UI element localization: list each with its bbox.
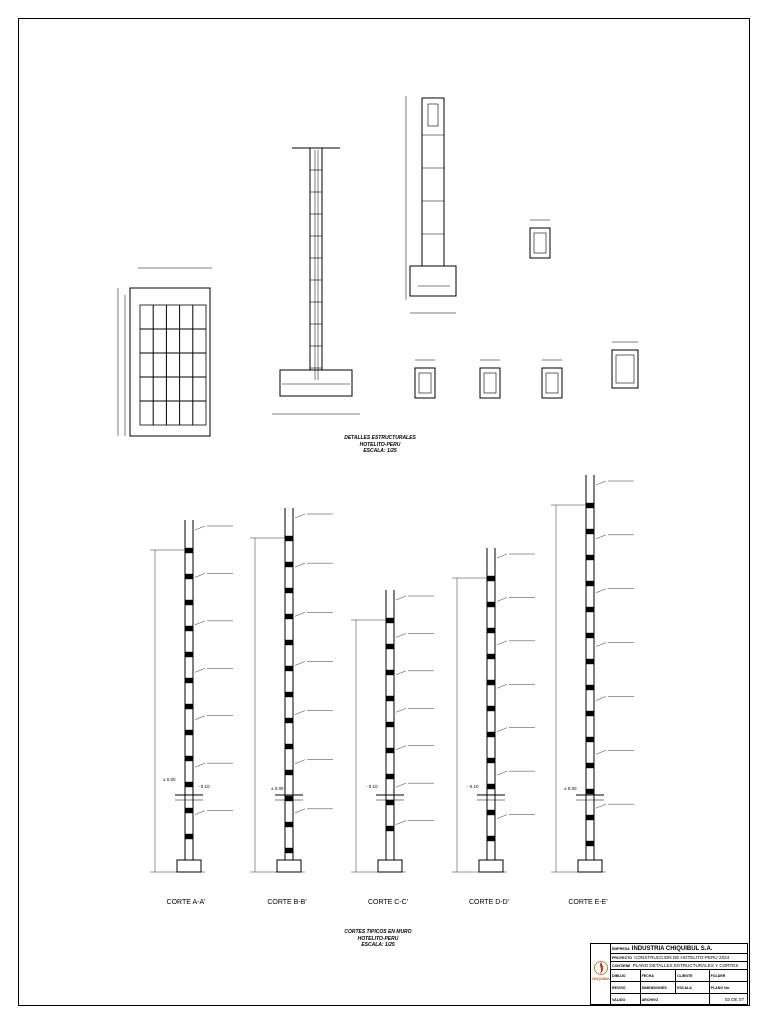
column-footing	[410, 266, 456, 296]
corte-d-bond-beam	[487, 602, 495, 607]
corte-b-bond-beam	[285, 770, 293, 775]
corte-c-leader-line	[396, 746, 406, 750]
column-section-4	[542, 368, 562, 398]
corte-a-bond-beam	[185, 652, 193, 657]
corte-c-bond-beam	[386, 644, 394, 649]
corte-b-bond-beam	[285, 718, 293, 723]
corte-c-leader-line	[396, 708, 406, 712]
corte-d-bond-beam	[487, 758, 495, 763]
corte-b-bond-beam	[285, 536, 293, 541]
column-section-2	[415, 368, 435, 398]
corte-a-bond-beam	[185, 626, 193, 631]
corte-b-leader-line	[295, 661, 305, 665]
tb-row-valido	[611, 994, 747, 1005]
corte-d-bond-beam	[487, 628, 495, 633]
corte-a-bond-beam	[185, 834, 193, 839]
cliente-label: CLIENTE	[677, 973, 693, 978]
column-elevation	[422, 98, 444, 266]
corte-e-leader-line	[596, 535, 606, 539]
contiene-label: CONTIENE	[612, 963, 631, 968]
column-section-tie	[616, 355, 634, 383]
column-section-1	[530, 228, 550, 258]
corte-d-bond-beam	[487, 810, 495, 815]
corte-b-bond-beam	[285, 848, 293, 853]
corte-b-footing	[277, 860, 301, 872]
corte-c-leader-line	[396, 821, 406, 825]
sections-caption-line-2: HOTELITO-PERU	[357, 935, 399, 942]
corte-e-bond-beam	[586, 763, 594, 768]
corte-d-bond-beam	[487, 576, 495, 581]
corte-a-bond-beam	[185, 548, 193, 553]
column-section-tie	[419, 373, 431, 393]
corte-b-label: CORTE B-B'	[267, 899, 307, 906]
corte-a-bond-beam	[185, 704, 193, 709]
corte-e-bond-beam	[586, 633, 594, 638]
column-tie	[428, 104, 438, 126]
corte-d-leader-line	[497, 641, 507, 645]
corte-c-bond-beam	[386, 826, 394, 831]
corte-c-bond-beam	[386, 722, 394, 727]
level-a-1: - 0.10	[198, 784, 210, 789]
flame-icon	[591, 944, 611, 1006]
column-section-tie	[484, 373, 496, 393]
title-block	[590, 943, 748, 1005]
tb-row-contiene	[611, 962, 747, 970]
corte-c-label: CORTE C-C'	[367, 899, 409, 906]
corte-e-leader-line	[596, 696, 606, 700]
corte-a-bond-beam	[185, 730, 193, 735]
corte-e-bond-beam	[586, 659, 594, 664]
empresa-label: EMPRESA	[612, 946, 630, 951]
corte-d-leader-line	[497, 771, 507, 775]
corte-b-leader-line	[295, 760, 305, 764]
valido-label: VALIDO	[612, 997, 626, 1002]
tb-row-empresa	[611, 944, 747, 954]
details-caption-line-1: DETALLES ESTRUCTURALES	[344, 435, 416, 441]
corte-a-leader-line	[195, 573, 205, 577]
corte-d-bond-beam	[487, 784, 495, 789]
corte-b-leader-line	[295, 514, 305, 518]
corte-e-label: CORTE E-E'	[568, 899, 608, 906]
corte-d-footing	[479, 860, 503, 872]
corte-b-leader-line	[295, 563, 305, 567]
corte-a-leader-line	[195, 668, 205, 672]
corte-e-bond-beam	[586, 607, 594, 612]
corte-a-bond-beam	[185, 782, 193, 787]
corte-e-bond-beam	[586, 529, 594, 534]
corte-c-leader-line	[396, 783, 406, 787]
corte-d-bond-beam	[487, 706, 495, 711]
corte-c-bond-beam	[386, 774, 394, 779]
sheet-number: 03 DE 07	[724, 997, 744, 1002]
corte-c-bond-beam	[386, 748, 394, 753]
corte-b-bond-beam	[285, 640, 293, 645]
level-e-0: ± 0.00	[564, 786, 577, 791]
corte-b-bond-beam	[285, 822, 293, 827]
level-d-1: - 0.10	[467, 784, 479, 789]
corte-d-bond-beam	[487, 654, 495, 659]
tb-row-dibujo	[611, 970, 747, 982]
corte-c-leader-line	[396, 671, 406, 675]
corte-a-bond-beam	[185, 756, 193, 761]
corte-c-bond-beam	[386, 696, 394, 701]
corte-d-bond-beam	[487, 680, 495, 685]
corte-e-bond-beam	[586, 841, 594, 846]
dibujo-label: DIBUJO	[612, 973, 626, 978]
corte-b-leader-line	[295, 711, 305, 715]
details-caption-line-3: ESCALA: 1/25	[363, 448, 397, 454]
corte-e-leader-line	[596, 804, 606, 808]
corte-e-bond-beam	[586, 685, 594, 690]
corte-b-leader-line	[295, 809, 305, 813]
corte-e-footing	[578, 860, 602, 872]
plano-label: PLANO No.	[710, 985, 730, 990]
empresa-value: INDUSTRIA CHIQUIBUL S.A.	[631, 945, 713, 952]
corte-e-bond-beam	[586, 581, 594, 586]
corte-a-leader-line	[195, 621, 205, 625]
column-section-3	[480, 368, 500, 398]
corte-e-bond-beam	[586, 503, 594, 508]
corte-e-leader-line	[596, 750, 606, 754]
proyecto-label: PROYECTO	[612, 955, 633, 960]
level-c-1: - 0.10	[366, 784, 378, 789]
corte-a-label: CORTE A-A'	[166, 899, 206, 906]
corte-e-bond-beam	[586, 555, 594, 560]
corte-a-footing	[177, 860, 201, 872]
sections-caption-line-1: CORTES TIPICOS EN MURO	[344, 929, 412, 935]
corte-d-bond-beam	[487, 732, 495, 737]
corte-d-leader-line	[497, 554, 507, 558]
footing-plan-inner	[140, 305, 206, 425]
corte-e-leader-line	[596, 589, 606, 593]
corte-c-leader-line	[396, 596, 406, 600]
corte-e-leader-line	[596, 481, 606, 485]
corte-a-bond-beam	[185, 678, 193, 683]
corte-e-bond-beam	[586, 737, 594, 742]
corte-a-leader-line	[195, 763, 205, 767]
corte-d-leader-line	[497, 597, 507, 601]
corte-d-label: CORTE D-D'	[468, 899, 510, 906]
footing-section	[280, 370, 352, 396]
corte-d-leader-line	[497, 684, 507, 688]
corte-d-bond-beam	[487, 836, 495, 841]
corte-a-leader-line	[195, 716, 205, 720]
folder-label: FOLDER	[710, 973, 726, 978]
corte-b-bond-beam	[285, 588, 293, 593]
corte-a-bond-beam	[185, 808, 193, 813]
archivo-label: ARCHIVO	[641, 997, 659, 1002]
company-logo	[591, 944, 611, 1006]
footing-plan-outline	[130, 288, 210, 436]
corte-c-footing	[378, 860, 402, 872]
corte-e-leader-line	[596, 643, 606, 647]
logo-text: CHIQUIBUL	[591, 977, 611, 981]
tb-row-proyecto	[611, 954, 747, 962]
corte-c-leader-line	[396, 633, 406, 637]
details-caption	[330, 435, 430, 455]
sections-caption	[328, 929, 428, 949]
proyecto-value: CONSTRUCCION DE HOTELITO-PERU 2024	[634, 955, 730, 960]
fecha-label: FECHA	[641, 973, 654, 978]
corte-b-bond-beam	[285, 666, 293, 671]
corte-a-bond-beam	[185, 574, 193, 579]
corte-c-bond-beam	[386, 670, 394, 675]
corte-e-bond-beam	[586, 815, 594, 820]
corte-b-bond-beam	[285, 562, 293, 567]
corte-b-bond-beam	[285, 744, 293, 749]
corte-e-bond-beam	[586, 711, 594, 716]
level-a-0: ± 0.00	[163, 777, 176, 782]
details-caption-line-2: HOTELITO-PERU	[359, 441, 401, 448]
corte-a-bond-beam	[185, 600, 193, 605]
reviso-label: REVISO	[612, 985, 626, 990]
corte-d-leader-line	[497, 728, 507, 732]
escala-label: ESCALA	[677, 985, 692, 990]
sections-caption-line-3: ESCALA: 1/25	[361, 942, 395, 948]
corte-c-bond-beam	[386, 618, 394, 623]
column-section-tie	[534, 233, 546, 253]
column-section-tie	[546, 373, 558, 393]
corte-a-leader-line	[195, 811, 205, 815]
corte-b-bond-beam	[285, 692, 293, 697]
tb-row-reviso	[611, 982, 747, 994]
corte-b-leader-line	[295, 612, 305, 616]
corte-d-leader-line	[497, 815, 507, 819]
dimensiones-label: DIMENSIONES	[641, 985, 667, 990]
corte-b-bond-beam	[285, 614, 293, 619]
corte-a-leader-line	[195, 526, 205, 530]
contiene-value: PLANO DETALLES ESTRUCTURALES Y CORTES	[632, 963, 739, 968]
corte-e-bond-beam	[586, 789, 594, 794]
corte-c-bond-beam	[386, 800, 394, 805]
level-b-0: ± 0.00	[271, 786, 284, 791]
